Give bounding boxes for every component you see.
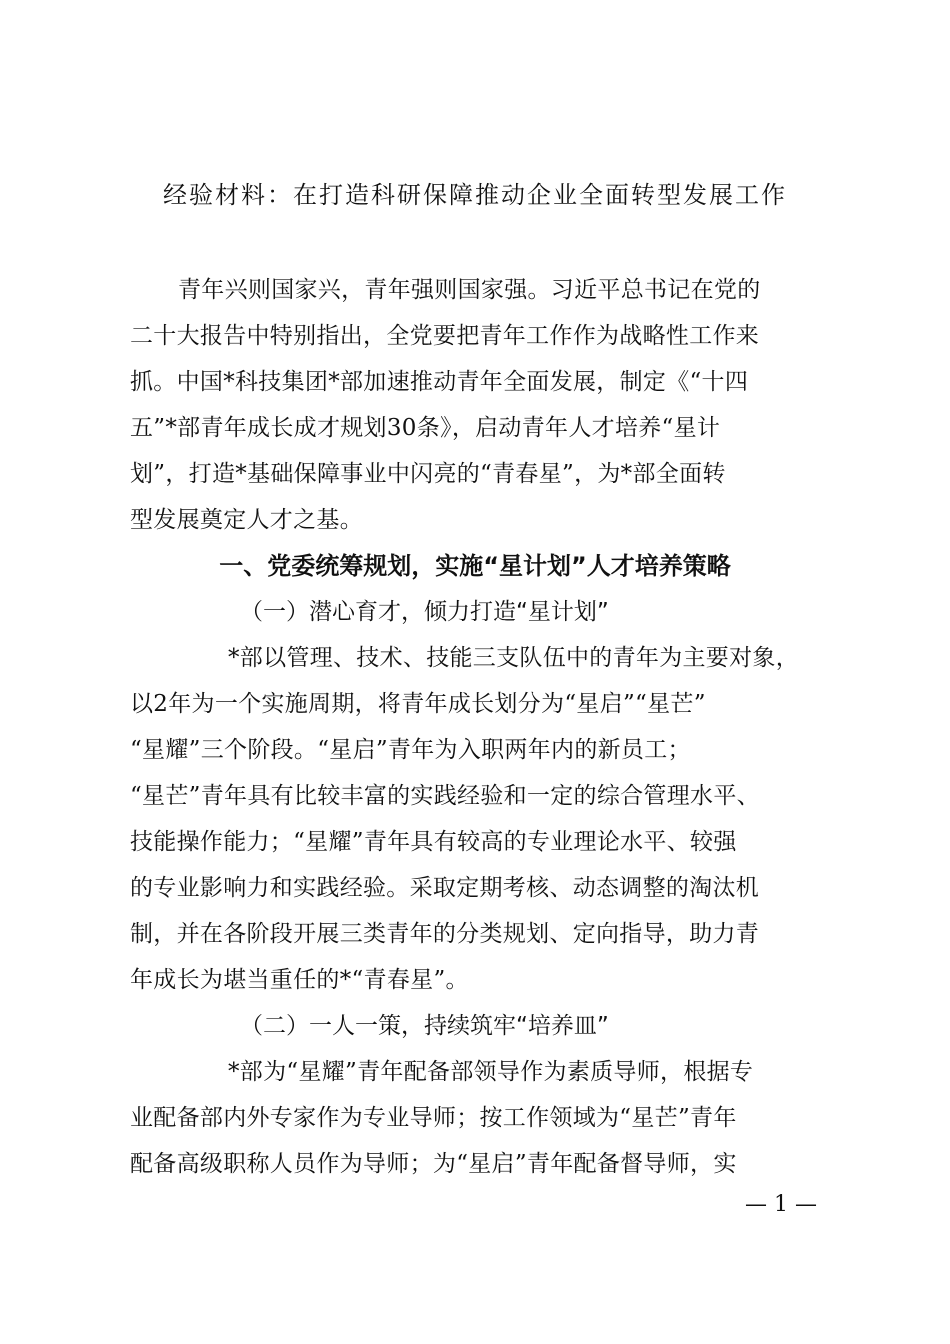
intro-line: 青年兴则国家兴，青年强则国家强。习近平总书记在党的 xyxy=(178,277,761,303)
body-line: 技能操作能力；“星耀”青年具有较高的专业理论水平、较强 xyxy=(130,829,737,855)
body-line: 制，并在各阶段开展三类青年的分类规划、定向指导，助力青 xyxy=(130,921,760,947)
body-line: 年成长为堪当重任的*“青春星”。 xyxy=(130,967,469,993)
body-line: “星芒”青年具有比较丰富的实践经验和一定的综合管理水平、 xyxy=(130,783,760,809)
section-heading: 一、党委统筹规划，实施“星计划”人才培养策略 xyxy=(219,552,731,580)
document-title: 经验材料：在打造科研保障推动企业全面转型发展工作 xyxy=(163,181,787,209)
page-number: — 1 — xyxy=(745,1192,817,1217)
intro-line: 五”*部青年成长成才规划30条》，启动青年人才培养“星计 xyxy=(130,415,721,441)
body-line: 以2年为一个实施周期，将青年成长划分为“星启”“星芒” xyxy=(130,691,706,717)
body-line: 的专业影响力和实践经验。采取定期考核、动态调整的淘汰机 xyxy=(130,875,760,901)
body-line: *部为“星耀”青年配备部领导作为素质导师，根据专 xyxy=(228,1059,754,1085)
intro-line: 型发展奠定人才之基。 xyxy=(130,507,363,533)
subsection-heading: （二）一人一策，持续筑牢“培养皿” xyxy=(240,1013,609,1039)
intro-line: 抓。中国*科技集团*部加速推动青年全面发展，制定《“十四 xyxy=(130,369,749,395)
body-line: “星耀”三个阶段。“星启”青年为入职两年内的新员工； xyxy=(130,737,691,763)
subsection-heading: （一）潜心育才，倾力打造“星计划” xyxy=(240,599,609,625)
intro-line: 二十大报告中特别指出，全党要把青年工作作为战略性工作来 xyxy=(130,323,760,349)
intro-line: 划”，打造*基础保障事业中闪亮的“青春星”，为*部全面转 xyxy=(130,461,726,487)
body-line: 配备高级职称人员作为导师；为“星启”青年配备督导师，实 xyxy=(130,1151,737,1177)
body-line: *部以管理、技术、技能三支队伍中的青年为主要对象， xyxy=(228,645,799,671)
body-line: 业配备部内外专家作为专业导师；按工作领域为“星芒”青年 xyxy=(130,1105,737,1131)
